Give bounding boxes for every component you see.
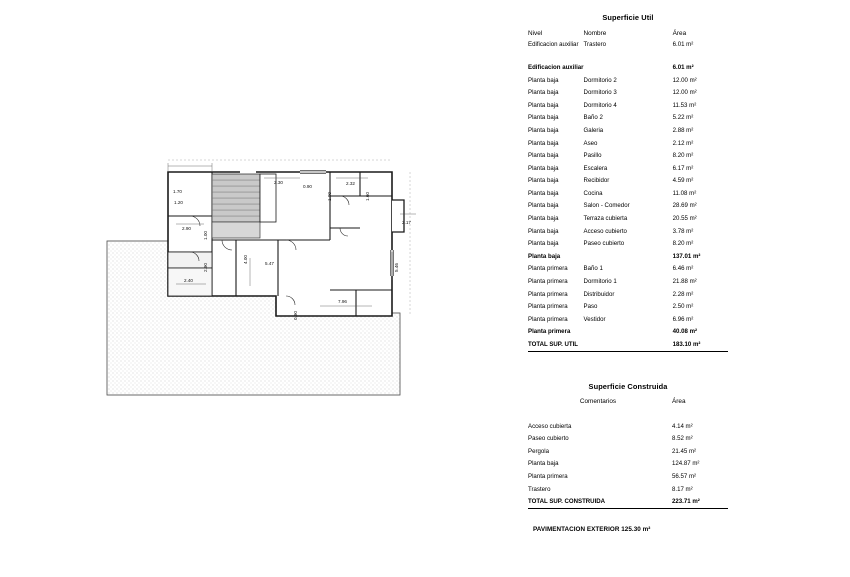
cell-area: 3.78 m² — [672, 227, 694, 235]
cell-area: 6.01 m² — [672, 41, 694, 48]
cell-area: 183.10 m² — [669, 339, 728, 352]
cell-nivel: Planta baja — [528, 164, 559, 172]
table-row — [528, 138, 728, 151]
cell-nombre: Dormitorio 3 — [583, 89, 617, 97]
cell-nivel: Planta primera — [528, 265, 568, 273]
dim-label: 2.40 — [184, 278, 193, 283]
cell-area: 6.96 m² — [672, 315, 694, 323]
cell-nivel: Planta baja — [528, 101, 559, 109]
dim-label: 7.96 — [338, 299, 347, 304]
cell-area: 6.01 m² — [672, 63, 694, 71]
dim-label: 5.47 — [265, 261, 274, 266]
dim-label: 1.00 — [203, 231, 208, 240]
cell-nombre: Dormitorio 1 — [583, 278, 617, 286]
table-row-subtotal — [528, 251, 728, 264]
table-row — [528, 314, 728, 327]
table-construida-title: Superficie Construida — [588, 381, 668, 391]
cell-area: 12.00 m² — [672, 89, 697, 97]
cell-area: 40.08 m² — [672, 328, 698, 336]
cell-nivel: TOTAL SUP. UTIL — [528, 339, 584, 352]
table-row — [528, 421, 728, 434]
cell-nombre: Trastero — [528, 485, 551, 493]
table-row — [528, 175, 728, 188]
cell-nivel: Edificacion auxiliar — [528, 63, 584, 71]
cell-nivel: Planta primera — [528, 290, 568, 298]
cell-nivel: Planta baja — [528, 202, 559, 210]
cell-area: 11.08 m² — [672, 189, 697, 197]
table-row — [528, 188, 728, 201]
table-superficie-construida — [528, 378, 728, 509]
cell-area: 8.20 m² — [672, 152, 694, 160]
cell-nivel: Planta primera — [528, 315, 568, 323]
area-tables — [528, 10, 840, 533]
cell-nombre: Pasillo — [583, 152, 602, 160]
cell-nombre: Planta primera — [528, 473, 568, 481]
cell-area: 2.50 m² — [672, 303, 694, 311]
col-header-nombre: Nombre — [583, 29, 607, 37]
dim-label: 1.20 — [174, 200, 183, 205]
cell-area: 21.88 m² — [672, 278, 697, 286]
table-row — [528, 484, 728, 497]
table-row — [528, 289, 728, 302]
table-row — [528, 226, 728, 239]
table-row — [528, 201, 728, 214]
cell-area: 5.22 m² — [672, 114, 694, 122]
cell-nombre — [584, 62, 669, 75]
cell-area: 20.55 m² — [672, 215, 697, 223]
cell-nombre: Acceso cubierta — [528, 422, 572, 430]
cell-area: 4.59 m² — [672, 177, 694, 185]
dim-label: 2.17 — [402, 220, 411, 225]
cell-nombre: TOTAL SUP. CONSTRUIDA — [528, 496, 668, 509]
cell-nivel: Planta baja — [528, 152, 559, 160]
table-row — [528, 213, 728, 226]
cell-nombre: Vestidor — [583, 315, 606, 323]
cell-nombre: Cocina — [583, 189, 603, 197]
cell-nombre: Terraza cubierta — [583, 215, 628, 223]
cell-area: 28.69 m² — [672, 202, 697, 210]
table-row — [528, 276, 728, 289]
cell-nombre: Dormitorio 2 — [583, 76, 617, 84]
cell-nivel: Planta baja — [528, 215, 559, 223]
cell-area: 137.01 m² — [672, 252, 701, 260]
cell-area: 56.57 m² — [672, 473, 697, 481]
dim-label: 1.90 — [327, 192, 332, 201]
table-row — [528, 100, 728, 113]
cell-nivel: Planta baja — [528, 227, 559, 235]
table-row-total — [528, 496, 728, 509]
cell-nombre: Salon - Comedor — [583, 202, 630, 210]
table-row — [528, 264, 728, 277]
table-gap — [528, 352, 840, 378]
dim-label: 0.90 — [293, 311, 298, 320]
cell-nombre: Recibidor — [583, 177, 610, 185]
cell-nombre: Paseo cubierto — [583, 240, 625, 248]
table-util-title: Superficie Util — [602, 13, 654, 23]
table-row — [528, 125, 728, 138]
dim-label: 1.60 — [365, 192, 370, 201]
cell-area: 223.71 m² — [668, 496, 728, 509]
cell-nivel: Planta primera — [528, 278, 568, 286]
cell-nombre: Planta baja — [528, 460, 559, 468]
dim-label: 2.90 — [182, 226, 191, 231]
table-row — [528, 150, 728, 163]
cell-nivel: Planta baja — [528, 252, 561, 260]
cell-nombre — [584, 251, 669, 264]
cell-area: 124.87 m² — [672, 460, 700, 468]
cell-nombre: Distribuidor — [583, 290, 615, 298]
cell-nombre: Paso — [583, 303, 598, 311]
cell-nivel: Planta baja — [528, 139, 559, 147]
col-header-nivel: Nivel — [528, 29, 543, 37]
cell-nombre: Galeria — [583, 126, 604, 134]
col-header-area: Área — [672, 29, 687, 37]
table-row-subtotal — [528, 62, 728, 75]
cell-nivel: Planta baja — [528, 189, 559, 197]
cell-area: 6.46 m² — [672, 265, 694, 273]
cell-nombre: Trastero — [583, 41, 607, 48]
table-row — [528, 433, 728, 446]
table-row — [528, 301, 728, 314]
cell-nivel: Planta baja — [528, 114, 559, 122]
cell-nivel: Planta baja — [528, 240, 559, 248]
dim-label: 5.46 — [394, 263, 399, 272]
cell-area: 2.88 m² — [672, 126, 694, 134]
dim-label: 2.30 — [274, 180, 283, 185]
cell-area: 4.14 m² — [672, 422, 693, 430]
table-row — [528, 238, 728, 251]
cell-area: 21.45 m² — [672, 447, 697, 455]
cell-nombre: Paseo cubierto — [528, 435, 569, 443]
cell-nombre: Baño 2 — [583, 114, 603, 122]
cell-nombre — [584, 339, 669, 352]
cell-nombre: Acceso cubierto — [583, 227, 627, 235]
cell-area: 2.28 m² — [672, 290, 694, 298]
cell-nombre: Escalera — [583, 164, 608, 172]
staircase — [212, 174, 260, 238]
cell-nivel: Planta primera — [528, 303, 568, 311]
table-row — [528, 471, 728, 484]
cell-nombre — [584, 326, 669, 339]
dim-label: 2.90 — [203, 263, 208, 272]
cell-area: 12.00 m² — [672, 76, 697, 84]
table-row-total — [528, 339, 728, 352]
table-row — [528, 87, 728, 100]
cell-area: 8.52 m² — [672, 435, 693, 443]
table-row — [528, 163, 728, 176]
table-row — [528, 446, 728, 459]
cell-area: 8.20 m² — [672, 240, 694, 248]
table-row — [528, 112, 728, 125]
cell-nivel: Edificacion auxiliar — [528, 41, 579, 48]
cell-area: 8.17 m² — [672, 485, 693, 493]
table-row — [528, 75, 728, 88]
cell-nivel: Planta baja — [528, 126, 559, 134]
dim-label: 0.90 — [303, 184, 312, 189]
table-row — [528, 40, 728, 62]
cell-nivel: Planta baja — [528, 89, 559, 97]
dim-label: 1.70 — [173, 189, 182, 194]
cell-area: 6.17 m² — [672, 164, 694, 172]
table-row-subtotal — [528, 326, 728, 339]
dim-label: 2.32 — [346, 181, 355, 186]
table-spacer-row — [528, 408, 728, 421]
table-superficie-util — [528, 10, 728, 352]
cell-nivel: Planta baja — [528, 76, 559, 84]
cell-nivel: Planta baja — [528, 177, 559, 185]
cell-nombre: Aseo — [583, 139, 598, 147]
table-row — [528, 459, 728, 472]
cell-area: 11.53 m² — [672, 101, 697, 109]
cell-nombre: Pergola — [528, 447, 550, 455]
cell-nombre: Dormitorio 4 — [583, 101, 617, 109]
cell-nivel: Planta primera — [528, 328, 571, 336]
cell-area: 2.12 m² — [672, 139, 694, 147]
dim-label: 4.00 — [243, 255, 248, 264]
col-header-area: Área — [672, 398, 686, 406]
col-header-comentarios: Comentarios — [579, 398, 617, 406]
pavimentacion-exterior-note: PAVIMENTACION EXTERIOR 125.30 m² — [533, 526, 651, 534]
cell-nombre: Baño 1 — [583, 265, 603, 273]
